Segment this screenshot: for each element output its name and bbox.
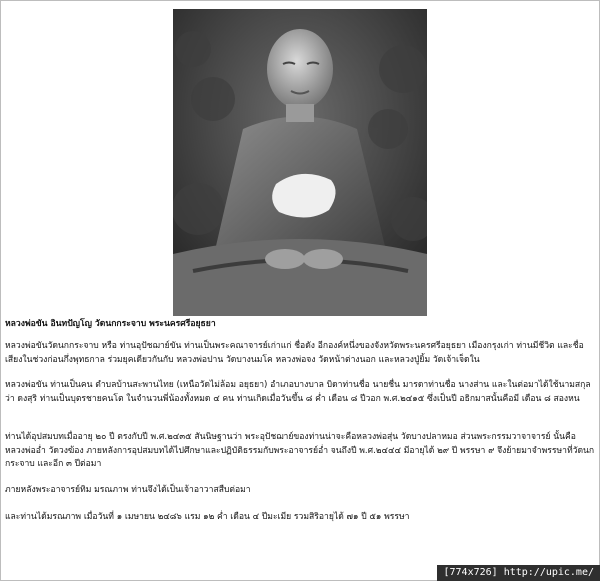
paragraph-intro: หลวงพ่อขันวัดนกกระจาบ หรือ ท่านอุปัชฌาย์ขัน ท่านเป็นพระคณาจารย์เก่าแก่ ชื่อดัง อีกองค์หนึ่งของจังหวัดพระนครศรีอยุธยา เมืองกรุงเก่า ท่านมีชีวิต และชื่อเสียงในช่วงก่อนกึ่งพุทธกาล ร่วมยุคเดียวกันกับ หลวงพ่อปาน วัดบางนมโค หลวงพ่อจง วัดหน้าต่างนอก และหลวงปู่ยิ้ม วัดเจ้าเจ็ดใน: [5, 341, 584, 365]
monk-portrait-photo: [173, 9, 427, 316]
article-heading: หลวงพ่อขัน อินทปัญโญ วัดนกกระจาบ พระนครศรีอยุธยา: [5, 319, 216, 329]
paragraph-abbot: ภายหลังพระอาจารย์ทิม มรณภาพ ท่านจึงได้เป็นเจ้าอาวาสสืบต่อมา: [5, 485, 251, 495]
paragraph-death: และท่านได้มรณภาพ เมื่อวันที่ ๑ เมษายน ๒๔๘๖ แรม ๑๒ ค่ำ เดือน ๔ ปีมะเมีย รวมสิริอายุได้ ๗๑ ปี ๕๑ พรรษา: [5, 512, 410, 522]
paragraph-birth: หลวงพ่อขัน ท่านเป็นคน ตำบลบ้านสะพานไทย (เหนือวัดไม่ล้อม อยุธยา) อำเภอบางบาล บิดาท่านชื่อ นายชื่น มารดาท่านชื่อ นางส่าน และในต่อมาได้ใช้นามสกุลว่า ดงสุริ ท่านเป็นบุตรชายคนโต ในจำนวนพี่น้องทั้งหมด ๔ คน ท่านเกิดเมื่อวันขึ้น ๘ ค่ำ เดือน ๘ ปีวอก พ.ศ.๒๔๑๕ ซึ่งเป็นปี อธิกมาสนั้นคือมี เดือน ๘ สองหน: [5, 380, 591, 404]
paragraph-ordination: ท่านได้อุปสมบทเมื่ออายุ ๒๐ ปี ตรงกับปี พ.ศ.๒๔๓๕ สันนิษฐานว่า พระอุปัชฌาย์ของท่านน่าจะคือหลวงพ่อสุ่น วัดบางปลาหมอ ส่วนพระกรรมวาจาจารย์ นั้นคือ หลวงพ่ออ่ำ วัดวงฆ้อง ภายหลังการอุปสมบทได้ไปศึกษาและปฏิบัติธรรมกับพระอาจารย์อ่ำ จนถึงปี พ.ศ.๒๔๔๔ มีอายุได้ ๒๙ ปี พรรษา ๙ จึงย้ายมาจำพรรษาที่วัดนกกระจาบ และอีก ๓ ปีต่อมา: [5, 432, 595, 469]
image-host-watermark: [774x726] http://upic.me/: [437, 565, 600, 581]
